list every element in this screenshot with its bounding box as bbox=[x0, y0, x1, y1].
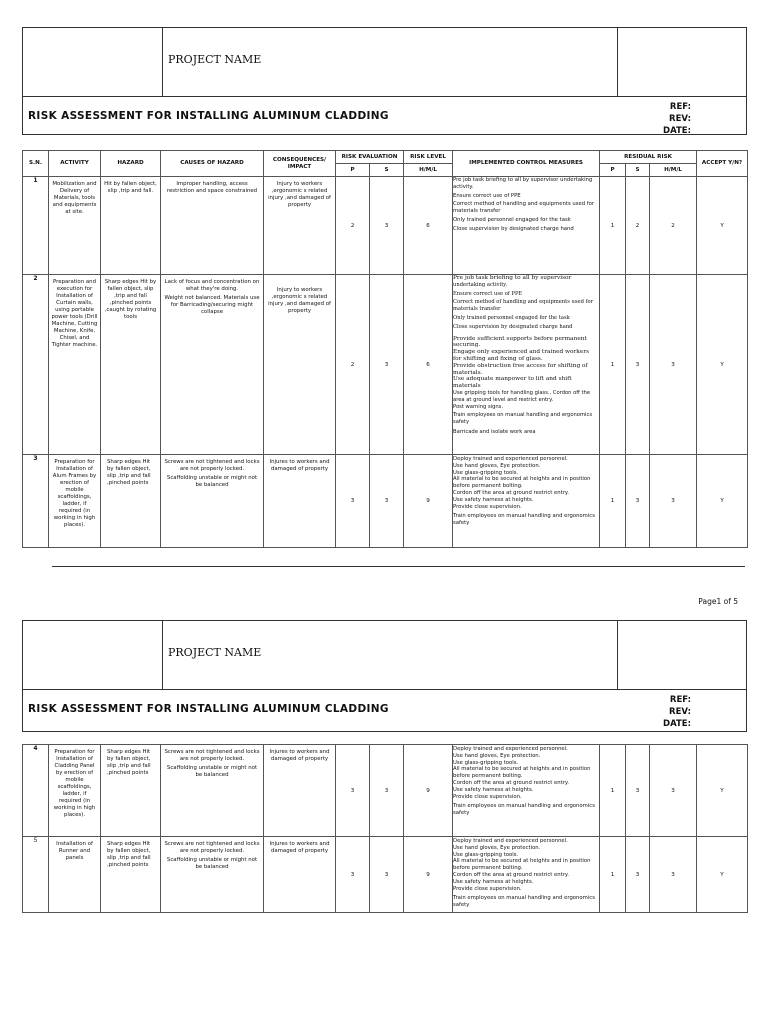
control-item: Deploy trained and experienced personnel. bbox=[453, 456, 568, 462]
rev-label: REV: bbox=[669, 114, 691, 124]
doc-meta bbox=[663, 694, 691, 730]
control-item: Close supervision by designated charge hand bbox=[453, 225, 574, 232]
control-item: All material to be secured at heights and in position before permanent bolting. bbox=[453, 858, 591, 872]
row-hazard: Sharp edges Hit by fallen object, slip ,trip and fall ,pinched points ,caught by rotating tools bbox=[104, 279, 157, 320]
col-p: P bbox=[336, 164, 370, 177]
row-cause: Scaffolding unstable or might not be balanced bbox=[166, 765, 258, 778]
control-item: Use glass-gripping tools. bbox=[453, 759, 519, 766]
page1-header bbox=[22, 27, 747, 135]
row-level: 9 bbox=[404, 745, 453, 837]
col-risk-level: RISK LEVEL bbox=[404, 151, 453, 164]
row-level: 9 bbox=[404, 837, 453, 913]
logo-cell bbox=[23, 621, 163, 689]
rev-label: REV: bbox=[669, 707, 691, 717]
row-p: 2 bbox=[336, 177, 370, 275]
table-row bbox=[23, 837, 748, 913]
row-hazard: Hit by fallen object, slip ,trip and fall. bbox=[104, 181, 157, 194]
control-item: All material to be secured at heights and in position before permanent bolting. bbox=[453, 476, 591, 490]
control-item: Provide close supervision. bbox=[453, 885, 522, 892]
project-name: PROJECT NAME bbox=[168, 53, 262, 66]
row-activity: Installation of Runner and panels bbox=[56, 841, 93, 861]
row-hazard: Sharp edges Hit by fallen object, slip ,trip and fall ,pinched points bbox=[107, 749, 151, 776]
row-residual-p: 1 bbox=[600, 837, 626, 913]
row-residual-s: 2 bbox=[626, 177, 650, 275]
risk-table-page2 bbox=[22, 744, 748, 913]
row-accept: Y bbox=[697, 837, 748, 913]
row-p: 2 bbox=[336, 275, 370, 455]
row-controls bbox=[453, 177, 600, 275]
row-accept: Y bbox=[697, 275, 748, 455]
row-consequence: Injury to workers ,ergonomic s related injury ,and damaged of property bbox=[268, 181, 331, 208]
control-item: Provide close supervision. bbox=[453, 503, 522, 510]
control-item: Ensure correct use of PPE bbox=[453, 192, 521, 199]
control-item: Correct method of handling and equipments used for materials transfer bbox=[453, 299, 594, 313]
control-item: Close supervision by designated charge hand bbox=[453, 323, 573, 330]
control-item: Train employees on manual handling and ergonomics safety bbox=[453, 803, 595, 817]
control-item: Use adequate manpower to lift and shift materials bbox=[453, 376, 572, 390]
col-accept: ACCEPT Y/N? bbox=[697, 151, 748, 177]
control-item: Only trained personnel engaged for the task bbox=[453, 216, 571, 223]
row-consequence: Injures to workers and damaged of property bbox=[269, 841, 330, 854]
row-accept: Y bbox=[697, 177, 748, 275]
control-item: Train employees on manual handling and ergonomics safety bbox=[453, 412, 593, 426]
control-item: Post warning signs. bbox=[453, 403, 504, 410]
row-residual-level: 3 bbox=[650, 275, 697, 455]
row-cause: Lack of focus and concentration on what they're doing. bbox=[164, 279, 260, 292]
row-s: 3 bbox=[370, 837, 404, 913]
control-item: Deploy trained and experienced personnel. bbox=[453, 746, 568, 752]
row-sn: 2 bbox=[23, 275, 49, 455]
control-item: Use safety harness at heights. bbox=[453, 878, 534, 885]
project-name: PROJECT NAME bbox=[168, 646, 262, 659]
row-residual-level: 3 bbox=[650, 745, 697, 837]
control-item: Cordon off the area at ground restrict entry. bbox=[453, 871, 569, 878]
control-item: Use safety harness at heights. bbox=[453, 496, 534, 503]
control-item: Use safety harness at heights. bbox=[453, 786, 534, 793]
control-item: Use glass-gripping tools. bbox=[453, 851, 519, 858]
row-residual-p: 1 bbox=[600, 177, 626, 275]
table-row bbox=[23, 177, 748, 275]
logo-cell bbox=[23, 28, 163, 96]
control-item: Train employees on manual handling and ergonomics safety bbox=[453, 513, 595, 527]
control-item: Correct method of handling and equipments used for materials transfer bbox=[453, 201, 595, 215]
row-p: 3 bbox=[336, 455, 370, 548]
row-s: 3 bbox=[370, 455, 404, 548]
row-activity: Mobilization and Delivery of Materials, tools and equipments at site. bbox=[52, 181, 97, 215]
document-title: RISK ASSESSMENT FOR INSTALLING ALUMINUM CLADDING bbox=[28, 110, 389, 122]
date-label: DATE: bbox=[663, 719, 691, 729]
col-sn: S.N. bbox=[23, 151, 49, 177]
row-level: 6 bbox=[404, 275, 453, 455]
row-residual-s: 3 bbox=[626, 455, 650, 548]
row-cause: Scaffolding unstable or might not be balanced bbox=[166, 857, 258, 870]
row-consequence: Injures to workers and damaged of property bbox=[269, 459, 330, 472]
col-hml: H/M/L bbox=[404, 164, 453, 177]
control-item: Use glass-gripping tools. bbox=[453, 469, 519, 476]
page-number: Page1 of 5 bbox=[698, 597, 738, 606]
ref-label: REF: bbox=[669, 695, 691, 705]
row-activity: Preparation for Installation of Alum Frames by erection of mobile scaffoldings, ladder, if required (in working in high places). bbox=[52, 459, 97, 528]
row-level: 9 bbox=[404, 455, 453, 548]
row-hazard: Sharp edges Hit by fallen object, slip ,trip and fall ,pinched points bbox=[107, 459, 151, 486]
row-residual-s: 3 bbox=[626, 837, 650, 913]
col-activity: ACTIVITY bbox=[49, 151, 101, 177]
client-logo-cell bbox=[617, 621, 746, 689]
row-residual-level: 3 bbox=[650, 455, 697, 548]
client-logo-cell bbox=[617, 28, 746, 96]
ref-label: REF: bbox=[669, 102, 691, 112]
control-item: Pre job task briefing to all by supervisor bbox=[453, 275, 572, 281]
row-residual-p: 1 bbox=[600, 455, 626, 548]
row-cause: Weight not balanced. Materials use for Barricading/securing might collapse bbox=[164, 295, 260, 315]
control-item: Use hand gloves, Eye protection. bbox=[453, 462, 541, 469]
col-residual-hml: H/M/L bbox=[650, 164, 697, 177]
control-item: Barricade and isolate work area bbox=[453, 428, 536, 435]
row-s: 3 bbox=[370, 745, 404, 837]
control-item: Use gripping tools for handling glass., Cordon off the area at ground level and restrict entry. bbox=[453, 389, 591, 403]
control-item: Engage only experienced and trained workers for shifting and fixing of glass. bbox=[453, 349, 589, 362]
risk-table-page1 bbox=[22, 150, 748, 548]
row-cause: Screws are not tightened and locks are not properly locked. bbox=[164, 459, 260, 472]
row-consequence: Injures to workers and damaged of property bbox=[269, 749, 330, 762]
col-causes: CAUSES OF HAZARD bbox=[161, 151, 264, 177]
row-p: 3 bbox=[336, 745, 370, 837]
col-risk-evaluation: RISK EVALUATION bbox=[336, 151, 404, 164]
row-residual-p: 1 bbox=[600, 275, 626, 455]
col-residual-p: P bbox=[600, 164, 626, 177]
row-sn: 4 bbox=[23, 745, 49, 837]
row-p: 3 bbox=[336, 837, 370, 913]
col-s: S bbox=[370, 164, 404, 177]
control-item: Use hand gloves, Eye protection. bbox=[453, 844, 541, 851]
row-residual-level: 2 bbox=[650, 177, 697, 275]
row-cause: Improper handling, access restriction and space constrained bbox=[166, 181, 258, 194]
page-divider bbox=[52, 566, 745, 567]
col-residual-s: S bbox=[626, 164, 650, 177]
col-controls: IMPLEMENTED CONTROL MEASURES bbox=[453, 151, 600, 177]
control-item: Train employees on manual handling and ergonomics safety bbox=[453, 895, 595, 909]
control-item: Provide obstruction free access for shifting of materials. bbox=[453, 362, 588, 376]
doc-meta bbox=[663, 101, 691, 137]
row-sn: 5 bbox=[23, 837, 49, 913]
row-controls bbox=[453, 837, 600, 913]
row-activity: Preparation and execution for Installation of Curtain walls, using portable power tools (Drill Machine, Cutting Machine, Knife, Chisel, and Tighter machine. bbox=[51, 279, 98, 348]
row-residual-p: 1 bbox=[600, 745, 626, 837]
row-s: 3 bbox=[370, 275, 404, 455]
row-residual-s: 3 bbox=[626, 745, 650, 837]
document-title: RISK ASSESSMENT FOR INSTALLING ALUMINUM CLADDING bbox=[28, 703, 389, 715]
control-item: Only trained personnel engaged for the task bbox=[453, 314, 570, 321]
row-cause: Scaffolding unstable or might not be balanced bbox=[166, 475, 258, 488]
row-consequence: Injury to workers ,ergonomic s related injury ,and damaged of property bbox=[268, 287, 331, 314]
control-item: Provide close supervision. bbox=[453, 793, 522, 800]
control-item: Cordon off the area at ground restrict entry. bbox=[453, 779, 569, 786]
row-residual-level: 3 bbox=[650, 837, 697, 913]
table-row bbox=[23, 455, 748, 548]
row-activity: Preparation for Installation of Cladding Panel by erection of mobile scaffoldings, ladder, if required (in working in high places). bbox=[53, 749, 96, 818]
row-controls bbox=[453, 275, 600, 455]
col-consequences: CONSEQUENCES/ IMPACT bbox=[264, 151, 336, 177]
row-cause: Screws are not tightened and locks are not properly locked. bbox=[164, 749, 260, 762]
row-s: 3 bbox=[370, 177, 404, 275]
table-row bbox=[23, 745, 748, 837]
row-level: 6 bbox=[404, 177, 453, 275]
control-item: Ensure correct use of PPE bbox=[453, 290, 523, 297]
date-label: DATE: bbox=[663, 126, 691, 136]
row-cause: Screws are not tightened and locks are not properly locked. bbox=[164, 841, 260, 854]
row-sn: 3 bbox=[23, 455, 49, 548]
row-residual-s: 3 bbox=[626, 275, 650, 455]
page2-header bbox=[22, 620, 747, 732]
row-accept: Y bbox=[697, 745, 748, 837]
row-controls bbox=[453, 745, 600, 837]
row-sn: 1 bbox=[23, 177, 49, 275]
col-hazard: HAZARD bbox=[101, 151, 161, 177]
control-item: Cordon off the area at ground restrict entry. bbox=[453, 489, 569, 496]
control-item: undertaking activity. bbox=[453, 281, 508, 288]
row-hazard: Sharp edges Hit by fallen object, slip ,trip and fall ,pinched points bbox=[107, 841, 151, 868]
table-row bbox=[23, 275, 748, 455]
control-item: Provide sufficient supports before permanent securing. bbox=[453, 335, 587, 349]
col-residual-risk: RESIDUAL RISK bbox=[600, 151, 697, 164]
control-item: Use hand gloves, Eye protection. bbox=[453, 752, 541, 759]
control-item: Pre job task briefing to all by supervisor undertaking activity. bbox=[453, 177, 593, 190]
row-controls bbox=[453, 455, 600, 548]
control-item: Deploy trained and experienced personnel. bbox=[453, 838, 568, 844]
control-item: All material to be secured at heights and in position before permanent bolting. bbox=[453, 766, 591, 780]
row-accept: Y bbox=[697, 455, 748, 548]
